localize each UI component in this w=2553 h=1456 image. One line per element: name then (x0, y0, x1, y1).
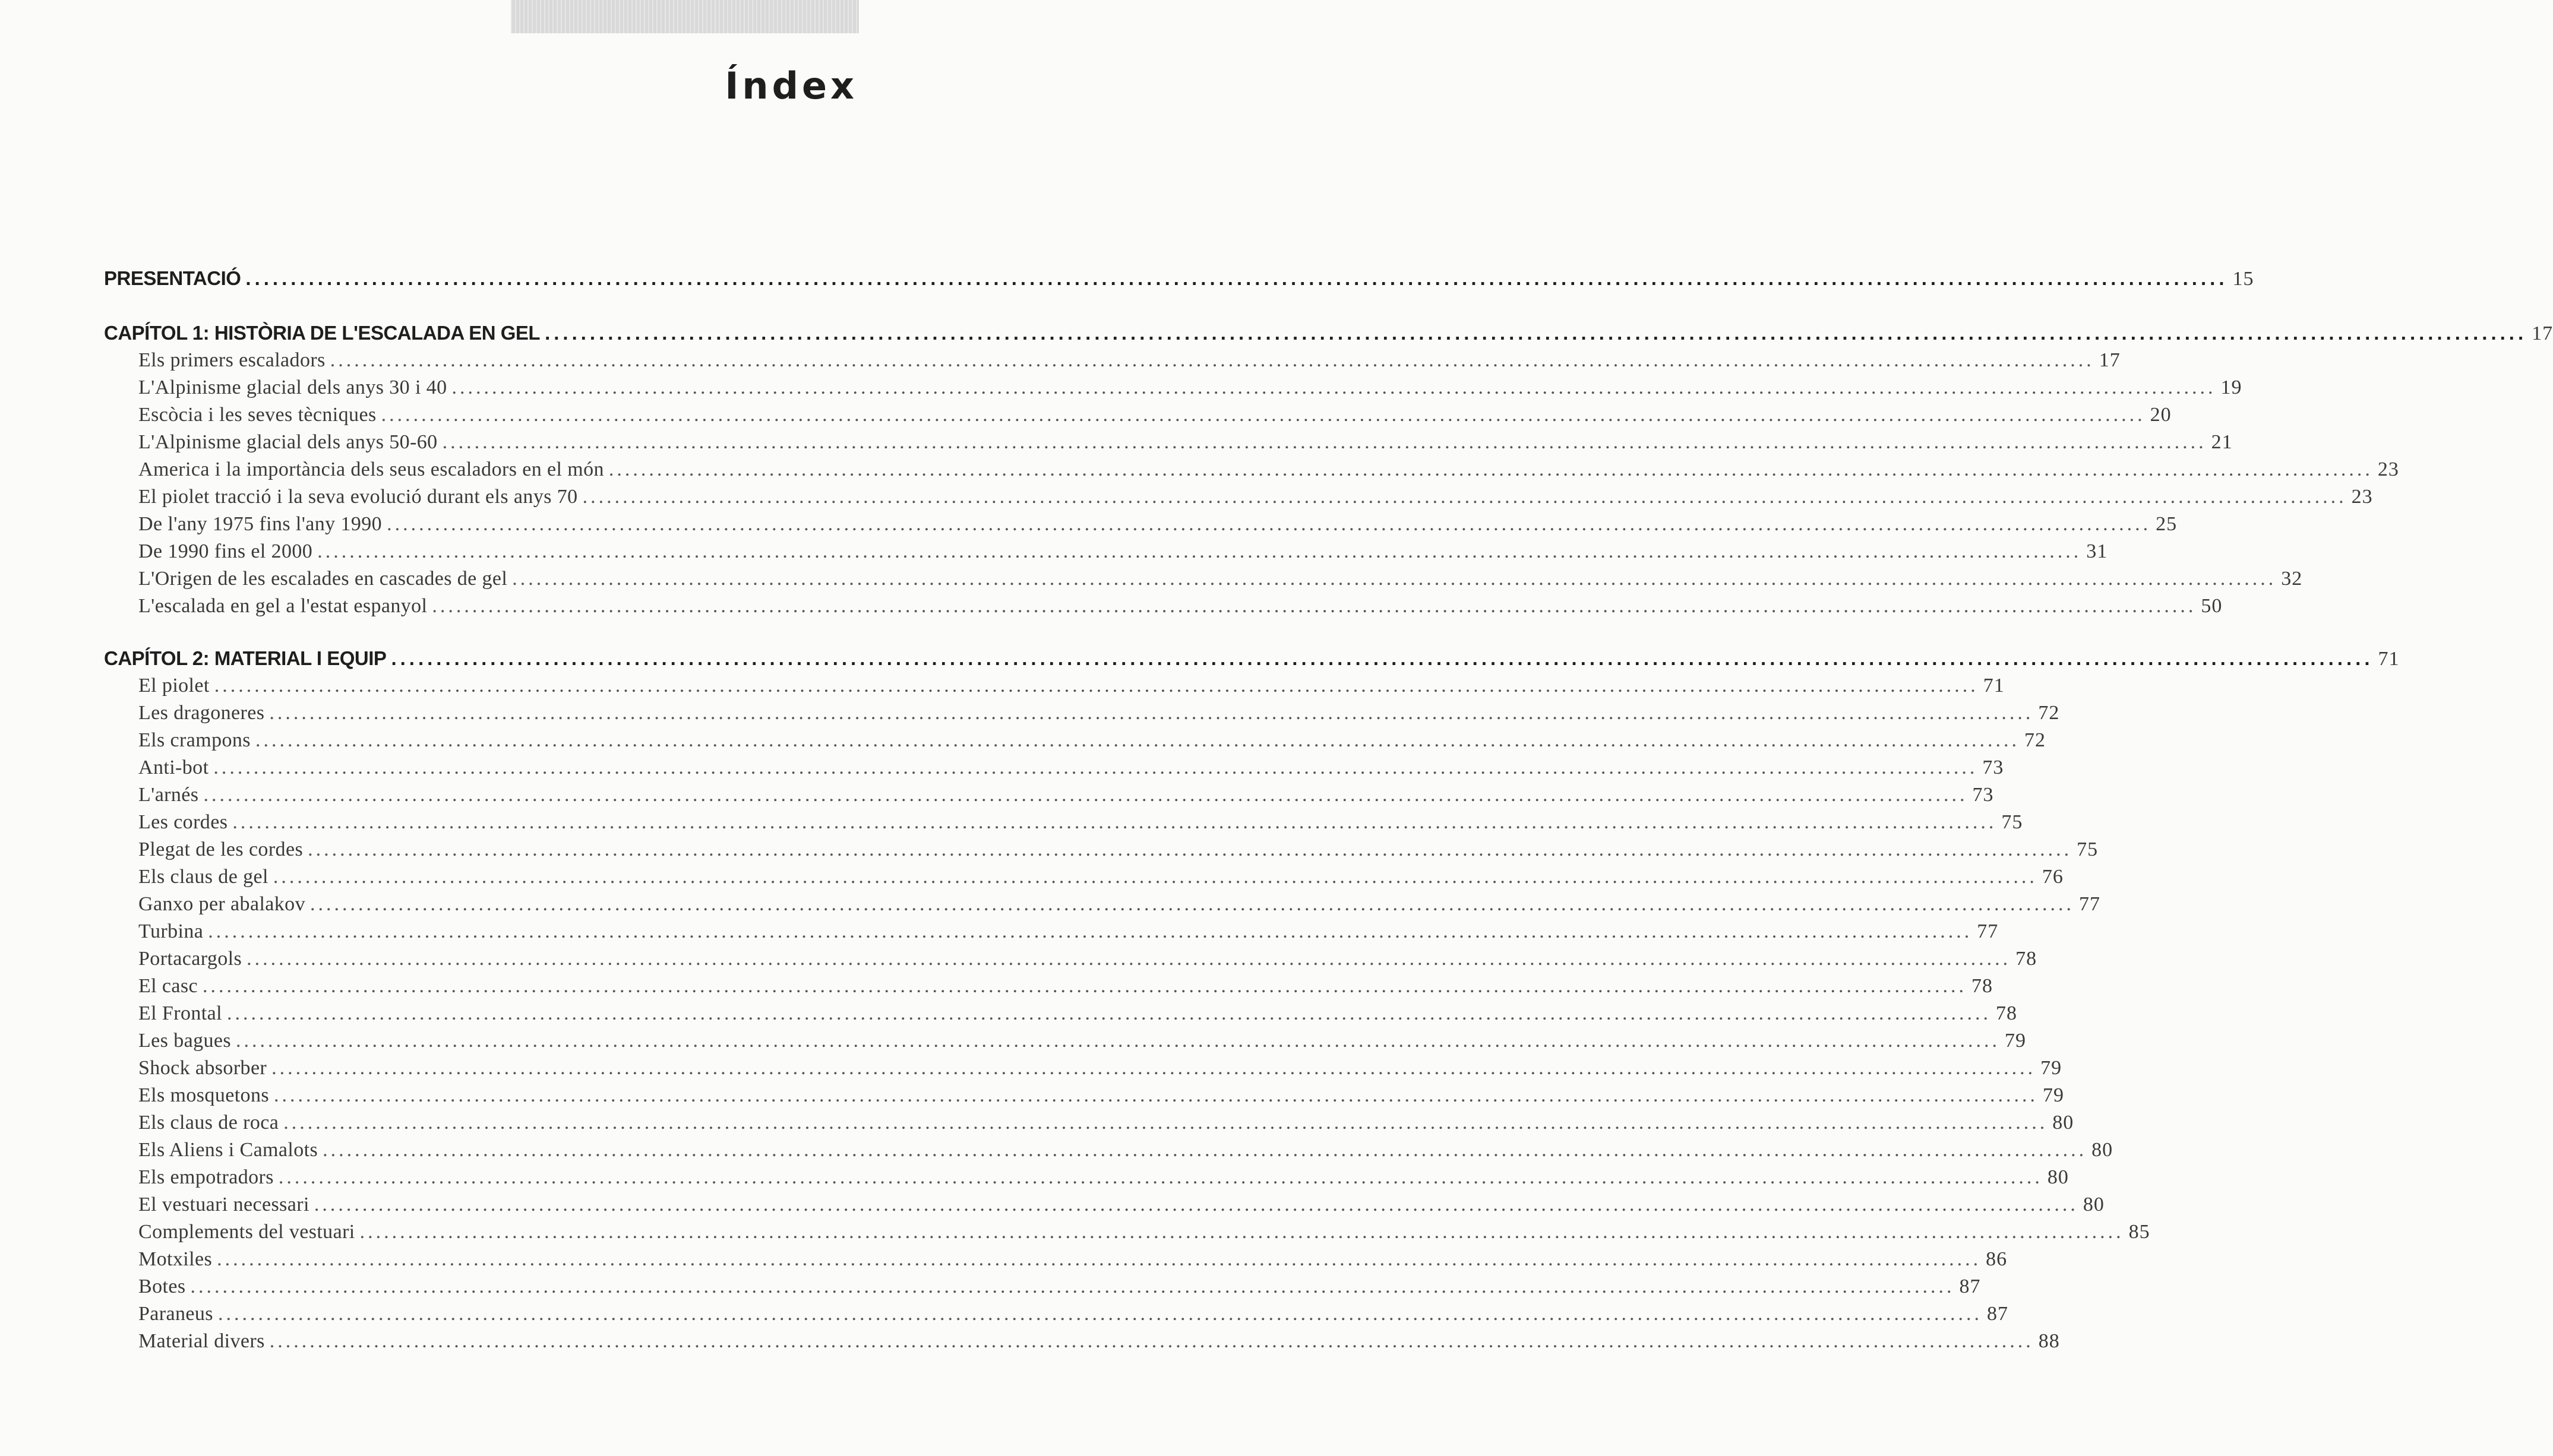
toc-entry-label: Complements del vestuari (138, 1221, 355, 1243)
toc-entry-page: 50 (2201, 595, 2223, 617)
toc-entry-page: 85 (2128, 1221, 2150, 1243)
toc-entry-label: Motxiles (138, 1248, 213, 1270)
dot-leader: ............................................................................................................................................................................................................................ (545, 322, 2527, 344)
dot-leader: ............................................................................................................................................................................................................................ (190, 1275, 1955, 1297)
toc-entry-label: L'escalada en gel a l'estat espanyol (138, 595, 428, 617)
toc-entry-page: 72 (2038, 702, 2060, 724)
header-decorative-band (511, 0, 859, 33)
toc-entry-page: 23 (2377, 458, 2399, 480)
toc-entry-page: 88 (2038, 1330, 2060, 1352)
toc-entry-page: 71 (1983, 675, 2005, 697)
dot-leader: ............................................................................................................................................................................................................................ (214, 675, 1979, 697)
toc-entry-page: 87 (1986, 1303, 2008, 1325)
toc-entry (104, 374, 2242, 401)
toc-entry (104, 973, 1993, 1000)
chapter-title: CAPÍTOL 2: MATERIAL I EQUIP (104, 647, 387, 669)
toc-entry (104, 1000, 2017, 1027)
toc-entry-label: Material divers (138, 1330, 265, 1352)
toc-entry-page: 86 (1986, 1248, 2008, 1270)
toc-entry-label: De l'any 1975 fins l'any 1990 (138, 513, 383, 535)
toc-entry-page: 79 (2040, 1057, 2062, 1079)
dot-leader: ............................................................................................................................................................................................................................ (582, 486, 2347, 508)
toc-entry-page: 77 (2078, 893, 2100, 915)
dot-leader: ............................................................................................................................................................................................................................ (391, 647, 2374, 669)
toc-entry (104, 891, 2100, 918)
toc-entry (104, 456, 2399, 483)
toc-entry-label: El piolet (138, 675, 210, 697)
dot-leader: ............................................................................................................................................................................................................................ (278, 1166, 2043, 1188)
dot-leader: ............................................................................................................................................................................................................................ (283, 1112, 2048, 1134)
toc-entry (104, 1273, 1981, 1300)
toc-entry-label: Les bagues (138, 1030, 232, 1052)
toc-entry-label: El casc (138, 975, 198, 997)
dot-leader: ............................................................................................................................................................................................................................ (226, 1002, 1991, 1024)
toc-entry (104, 863, 2064, 891)
toc-entry-page: 31 (2086, 540, 2108, 562)
toc-entry-page: 80 (2052, 1112, 2074, 1134)
toc-entry-page: 80 (2047, 1166, 2069, 1188)
toc-entry-page: 32 (2281, 568, 2303, 590)
dot-leader: ............................................................................................................................................................................................................................ (387, 513, 2151, 535)
dot-leader: ............................................................................................................................................................................................................................ (608, 458, 2373, 480)
dot-leader: ............................................................................................................................................................................................................................ (203, 975, 1967, 997)
dot-leader: ............................................................................................................................................................................................................................ (512, 568, 2277, 590)
toc-chapter-1 (104, 319, 2553, 347)
toc-entry-page: 25 (2156, 513, 2178, 535)
toc-entry-label: L'arnés (138, 784, 199, 806)
chapter-page: 17 (2532, 322, 2553, 344)
toc-entry-page: 77 (1977, 920, 1999, 942)
chapter-page: 71 (2378, 648, 2400, 670)
toc-entry-label: El piolet tracció i la seva evolució durant els anys 70 (138, 486, 578, 508)
toc-entry-page: 78 (1971, 975, 1993, 997)
toc-entry-presentacio (104, 265, 2254, 292)
toc-entry-page: 21 (2211, 431, 2233, 453)
toc-entry (104, 1191, 2105, 1218)
table-of-contents (104, 265, 2553, 1355)
toc-entry-page: 73 (1972, 784, 1994, 806)
toc-entry (104, 809, 2023, 836)
toc-entry (104, 918, 1999, 945)
dot-leader: ............................................................................................................................................................................................................................ (274, 1084, 2038, 1106)
dot-leader: ............................................................................................................................................................................................................................ (451, 376, 2216, 398)
toc-entry-label: Botes (138, 1275, 186, 1297)
toc-entry-page: 80 (2091, 1139, 2113, 1161)
toc-entry (104, 483, 2373, 511)
toc-entry-page: 87 (1959, 1275, 1981, 1297)
toc-entry-label: Anti-bot (138, 757, 209, 778)
toc-entry-page: 79 (2005, 1030, 2027, 1052)
toc-entry (104, 836, 2099, 863)
toc-entry (104, 727, 2046, 754)
toc-entry-label: Els claus de gel (138, 866, 268, 888)
chapter-1-entries (104, 347, 2399, 620)
toc-entry-label: Paraneus (138, 1303, 213, 1325)
toc-entry-page: 15 (2232, 268, 2254, 290)
toc-entry (104, 401, 2172, 429)
toc-entry-page: 76 (2042, 866, 2064, 888)
toc-entry-page: 79 (2043, 1084, 2064, 1106)
toc-entry-page: 17 (2099, 349, 2121, 371)
dot-leader: ............................................................................................................................................................................................................................ (217, 1303, 1982, 1325)
dot-leader: ............................................................................................................................................................................................................................ (323, 1139, 2087, 1161)
toc-entry (104, 1218, 2150, 1246)
dot-leader: ............................................................................................................................................................................................................................ (213, 757, 1978, 778)
dot-leader: ............................................................................................................................................................................................................................ (442, 431, 2207, 453)
chapter-2-entries (104, 672, 2150, 1355)
dot-leader: ............................................................................................................................................................................................................................ (203, 784, 1968, 806)
toc-entry-page: 75 (2001, 811, 2023, 833)
toc-entry-label: Portacargols (138, 948, 242, 970)
dot-leader: ............................................................................................................................................................................................................................ (330, 349, 2094, 371)
toc-entry-label: Els crampons (138, 729, 251, 751)
dot-leader: ............................................................................................................................................................................................................................ (217, 1248, 1982, 1270)
toc-entry-label: L'Origen de les escalades en cascades de gel (138, 568, 508, 590)
toc-entry-label: Les cordes (138, 811, 228, 833)
toc-entry-label: America i la importància dels seus escaladors en el món (138, 458, 604, 480)
toc-entry (104, 1027, 2027, 1055)
toc-entry (104, 781, 1994, 809)
toc-entry (104, 1300, 2008, 1328)
toc-entry (104, 429, 2233, 456)
toc-entry-label: Shock absorber (138, 1057, 267, 1079)
toc-entry-label: Plegat de les cordes (138, 838, 304, 860)
toc-entry (104, 511, 2178, 538)
toc-entry-label: El vestuari necessari (138, 1194, 309, 1216)
toc-entry-label: Els claus de roca (138, 1112, 279, 1134)
chapter-title: CAPÍTOL 1: HISTÒRIA DE L'ESCALADA EN GEL (104, 322, 541, 344)
toc-entry-page: 73 (1982, 757, 2004, 778)
toc-entry-label: PRESENTACIÓ (104, 267, 241, 289)
toc-entry-label: Turbina (138, 920, 204, 942)
toc-entry (104, 945, 2037, 973)
toc-entry (104, 1328, 2060, 1355)
dot-leader: ............................................................................................................................................................................................................................ (359, 1221, 2124, 1243)
dot-leader: ............................................................................................................................................................................................................................ (273, 866, 2037, 888)
toc-entry (104, 593, 2223, 620)
dot-leader: ............................................................................................................................................................................................................................ (232, 811, 1997, 833)
dot-leader: ............................................................................................................................................................................................................................ (314, 1194, 2078, 1216)
toc-entry-label: Ganxo per abalakov (138, 893, 305, 915)
dot-leader: ............................................................................................................................................................................................................................ (308, 838, 2072, 860)
toc-entry-label: El Frontal (138, 1002, 222, 1024)
dot-leader: ............................................................................................................................................................................................................................ (255, 729, 2020, 751)
toc-entry (104, 538, 2108, 565)
toc-entry (104, 1055, 2062, 1082)
dot-leader: ............................................................................................................................................................................................................................ (269, 1330, 2034, 1352)
toc-entry (104, 565, 2303, 593)
dot-leader: ............................................................................................................................................................................................................................ (317, 540, 2082, 562)
dot-leader: ............................................................................................................................................................................................................................ (309, 893, 2074, 915)
dot-leader: ............................................................................................................................................................................................................................ (381, 404, 2146, 426)
toc-entry-page: 78 (2015, 948, 2037, 970)
toc-entry (104, 699, 2060, 727)
toc-entry-page: 78 (1995, 1002, 2017, 1024)
toc-entry (104, 1137, 2113, 1164)
toc-entry (104, 1109, 2074, 1137)
toc-entry (104, 672, 2005, 699)
toc-entry (104, 1164, 2069, 1191)
toc-entry-label: L'Alpinisme glacial dels anys 50-60 (138, 431, 438, 453)
toc-entry-page: 20 (2150, 404, 2172, 426)
toc-entry-label: Els Aliens i Camalots (138, 1139, 318, 1161)
toc-entry-page: 72 (2024, 729, 2046, 751)
toc-entry-label: L'Alpinisme glacial dels anys 30 i 40 (138, 376, 447, 398)
toc-entry-page: 23 (2351, 486, 2373, 508)
dot-leader: ............................................................................................................................................................................................................................ (247, 948, 2011, 970)
toc-entry-label: Les dragoneres (138, 702, 265, 724)
dot-leader: ............................................................................................................................................................................................................................ (208, 920, 1973, 942)
toc-entry (104, 1246, 2008, 1273)
toc-entry-label: Els empotradors (138, 1166, 274, 1188)
toc-entry-page: 75 (2077, 838, 2099, 860)
toc-entry-page: 19 (2220, 376, 2242, 398)
page-title: Índex (725, 64, 858, 107)
toc-entry-page: 80 (2083, 1194, 2105, 1216)
toc-chapter-2 (104, 645, 2400, 672)
dot-leader: ............................................................................................................................................................................................................................ (432, 595, 2197, 617)
toc-entry (104, 1082, 2064, 1109)
dot-leader: ............................................................................................................................................................................................................................ (269, 702, 2034, 724)
toc-entry-label: De 1990 fins el 2000 (138, 540, 313, 562)
toc-entry (104, 754, 2004, 781)
dot-leader: ............................................................................................................................................................................................................................ (271, 1057, 2036, 1079)
dot-leader: ............................................................................................................................................................................................................................ (245, 267, 2228, 289)
toc-entry-label: Els primers escaladors (138, 349, 326, 371)
toc-entry-label: Els mosquetons (138, 1084, 269, 1106)
dot-leader: ............................................................................................................................................................................................................................ (236, 1030, 2001, 1052)
toc-entry (104, 347, 2121, 374)
toc-entry-label: Escòcia i les seves tècniques (138, 404, 377, 426)
